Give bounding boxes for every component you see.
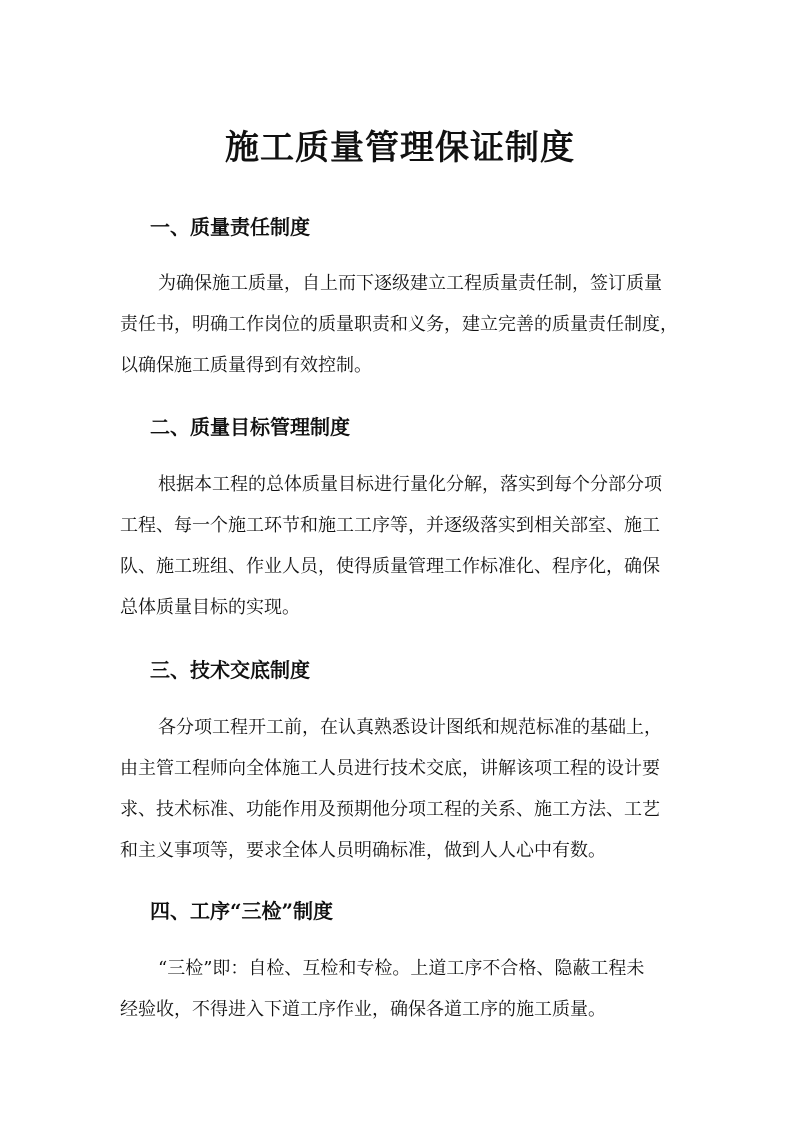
section-paragraph-3 — [120, 707, 685, 871]
paragraph-line: 以确保施工质量得到有效控制。 — [120, 355, 372, 376]
section-paragraph-1 — [120, 263, 685, 386]
paragraph-line: 由主管工程师向全体施工人员进行技术交底，讲解该项工程的设计要 — [120, 758, 660, 779]
section-heading-4: 四、工序“三检”制度 — [150, 899, 334, 923]
paragraph-line: 经验收，不得进入下道工序作业，确保各道工序的施工质量。 — [120, 999, 606, 1020]
paragraph-line: 为确保施工质量，自上而下逐级建立工程质量责任制，签订质量 — [158, 273, 662, 294]
section-paragraph-4 — [120, 948, 685, 1030]
paragraph-line: 总体质量目标的实现。 — [120, 597, 300, 618]
paragraph-line: 各分项工程开工前，在认真熟悉设计图纸和规范标准的基础上， — [158, 717, 662, 738]
section-heading-2: 二、质量目标管理制度 — [150, 415, 350, 439]
paragraph-line: 队、施工班组、作业人员，使得质量管理工作标准化、程序化，确保 — [120, 556, 660, 577]
section-paragraph-2 — [120, 464, 685, 628]
paragraph-line: “三检”即：自检、互检和专检。上道工序不合格、隐蔽工程未 — [158, 958, 645, 979]
paragraph-line: 和主义事项等，要求全体人员明确标准，做到人人心中有数。 — [120, 840, 606, 861]
page-title: 施工质量管理保证制度 — [225, 128, 575, 168]
section-heading-1: 一、质量责任制度 — [150, 215, 310, 239]
paragraph-line: 求、技术标准、功能作用及预期他分项工程的关系、施工方法、工艺 — [120, 799, 660, 820]
paragraph-line: 责任书，明确工作岗位的质量职责和义务，建立完善的质量责任制度， — [120, 314, 678, 335]
paragraph-line: 工程、每一个施工环节和施工工序等，并逐级落实到相关部室、施工 — [120, 515, 660, 536]
section-heading-3: 三、技术交底制度 — [150, 658, 310, 682]
paragraph-line: 根据本工程的总体质量目标进行量化分解，落实到每个分部分项 — [158, 474, 662, 495]
